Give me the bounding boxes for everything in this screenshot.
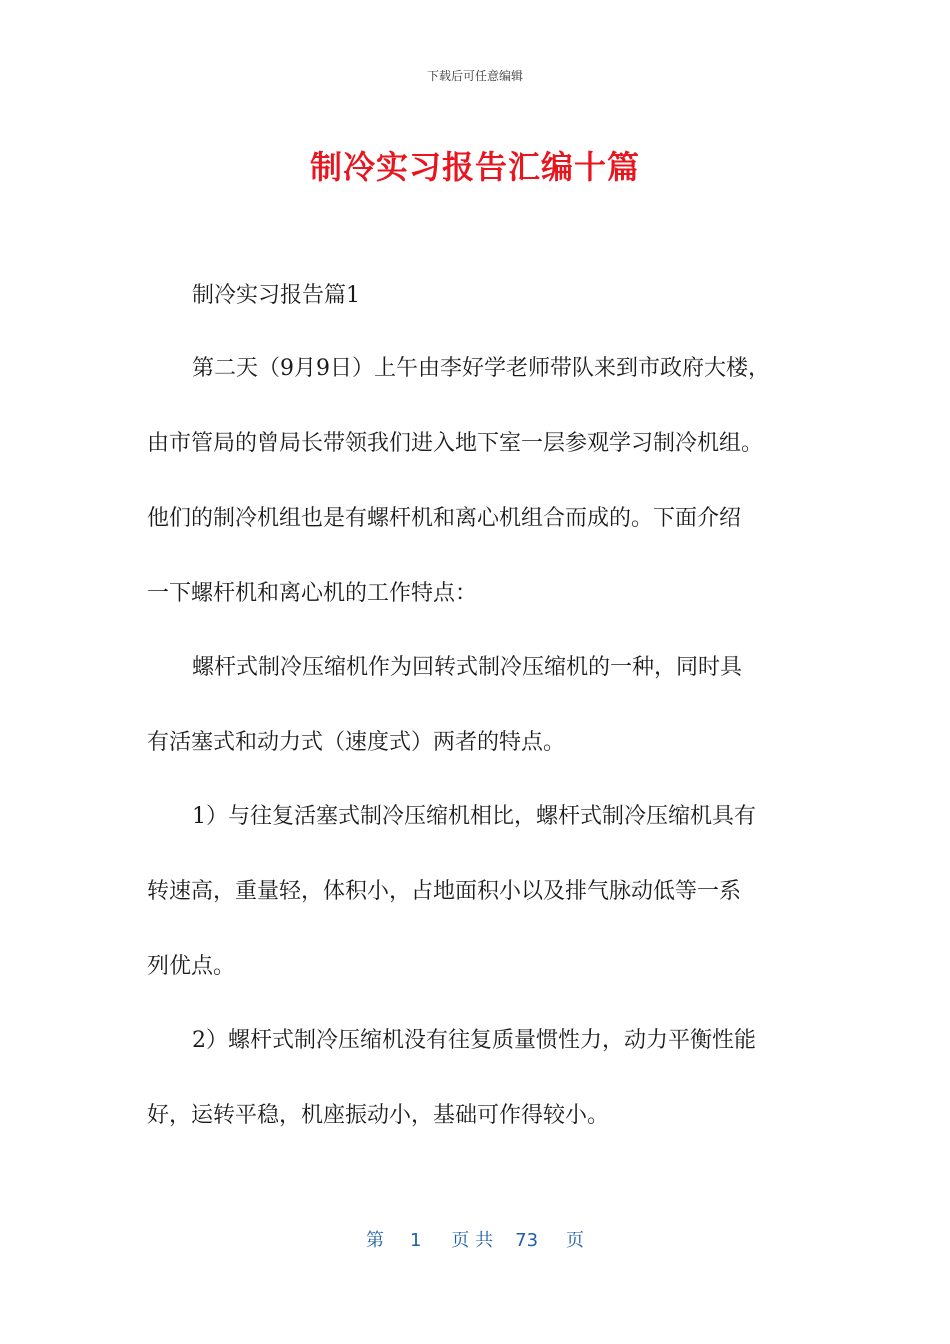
paragraph-line: 有活塞式和动力式（速度式）两者的特点。 [147, 730, 566, 755]
header-note: 下载后可任意编辑 [426, 69, 523, 83]
paragraph-line: 转速高，重量轻，体积小，占地面积小以及排气脉动低等一系 [147, 879, 742, 904]
paragraph-line: 好，运转平稳，机座振动小，基础可作得较小。 [147, 1103, 610, 1128]
page-mid: 页 共 [451, 1230, 494, 1251]
paragraph-line: 列优点。 [147, 954, 236, 979]
paragraph-line: 他们的制冷机组也是有螺杆机和离心机组合而成的。下面介绍 [147, 506, 742, 531]
page-suffix: 页 [566, 1230, 585, 1251]
document-title: 制冷实习报告汇编十篇 [309, 148, 640, 186]
paragraph-line: 第二天（9月9日）上午由李好学老师带队来到市政府大楼， [192, 356, 770, 381]
page-total: 73 [515, 1230, 539, 1251]
paragraph-line: 由市管局的曾局长带领我们进入地下室一层参观学习制冷机组。 [147, 431, 764, 456]
paragraph-line: 1）与往复活塞式制冷压缩机相比，螺杆式制冷压缩机具有 [192, 804, 756, 829]
page-prefix: 第 [365, 1230, 384, 1251]
paragraph-line: 螺杆式制冷压缩机作为回转式制冷压缩机的一种，同时具 [192, 655, 743, 680]
paragraph-line: 一下螺杆机和离心机的工作特点： [147, 581, 478, 606]
paragraph-line: 2）螺杆式制冷压缩机没有往复质量惯性力，动力平衡性能 [192, 1028, 756, 1053]
page-footer [0, 1226, 950, 1252]
section-heading: 制冷实习报告篇1 [192, 283, 360, 308]
page-number: 1 [409, 1230, 422, 1251]
